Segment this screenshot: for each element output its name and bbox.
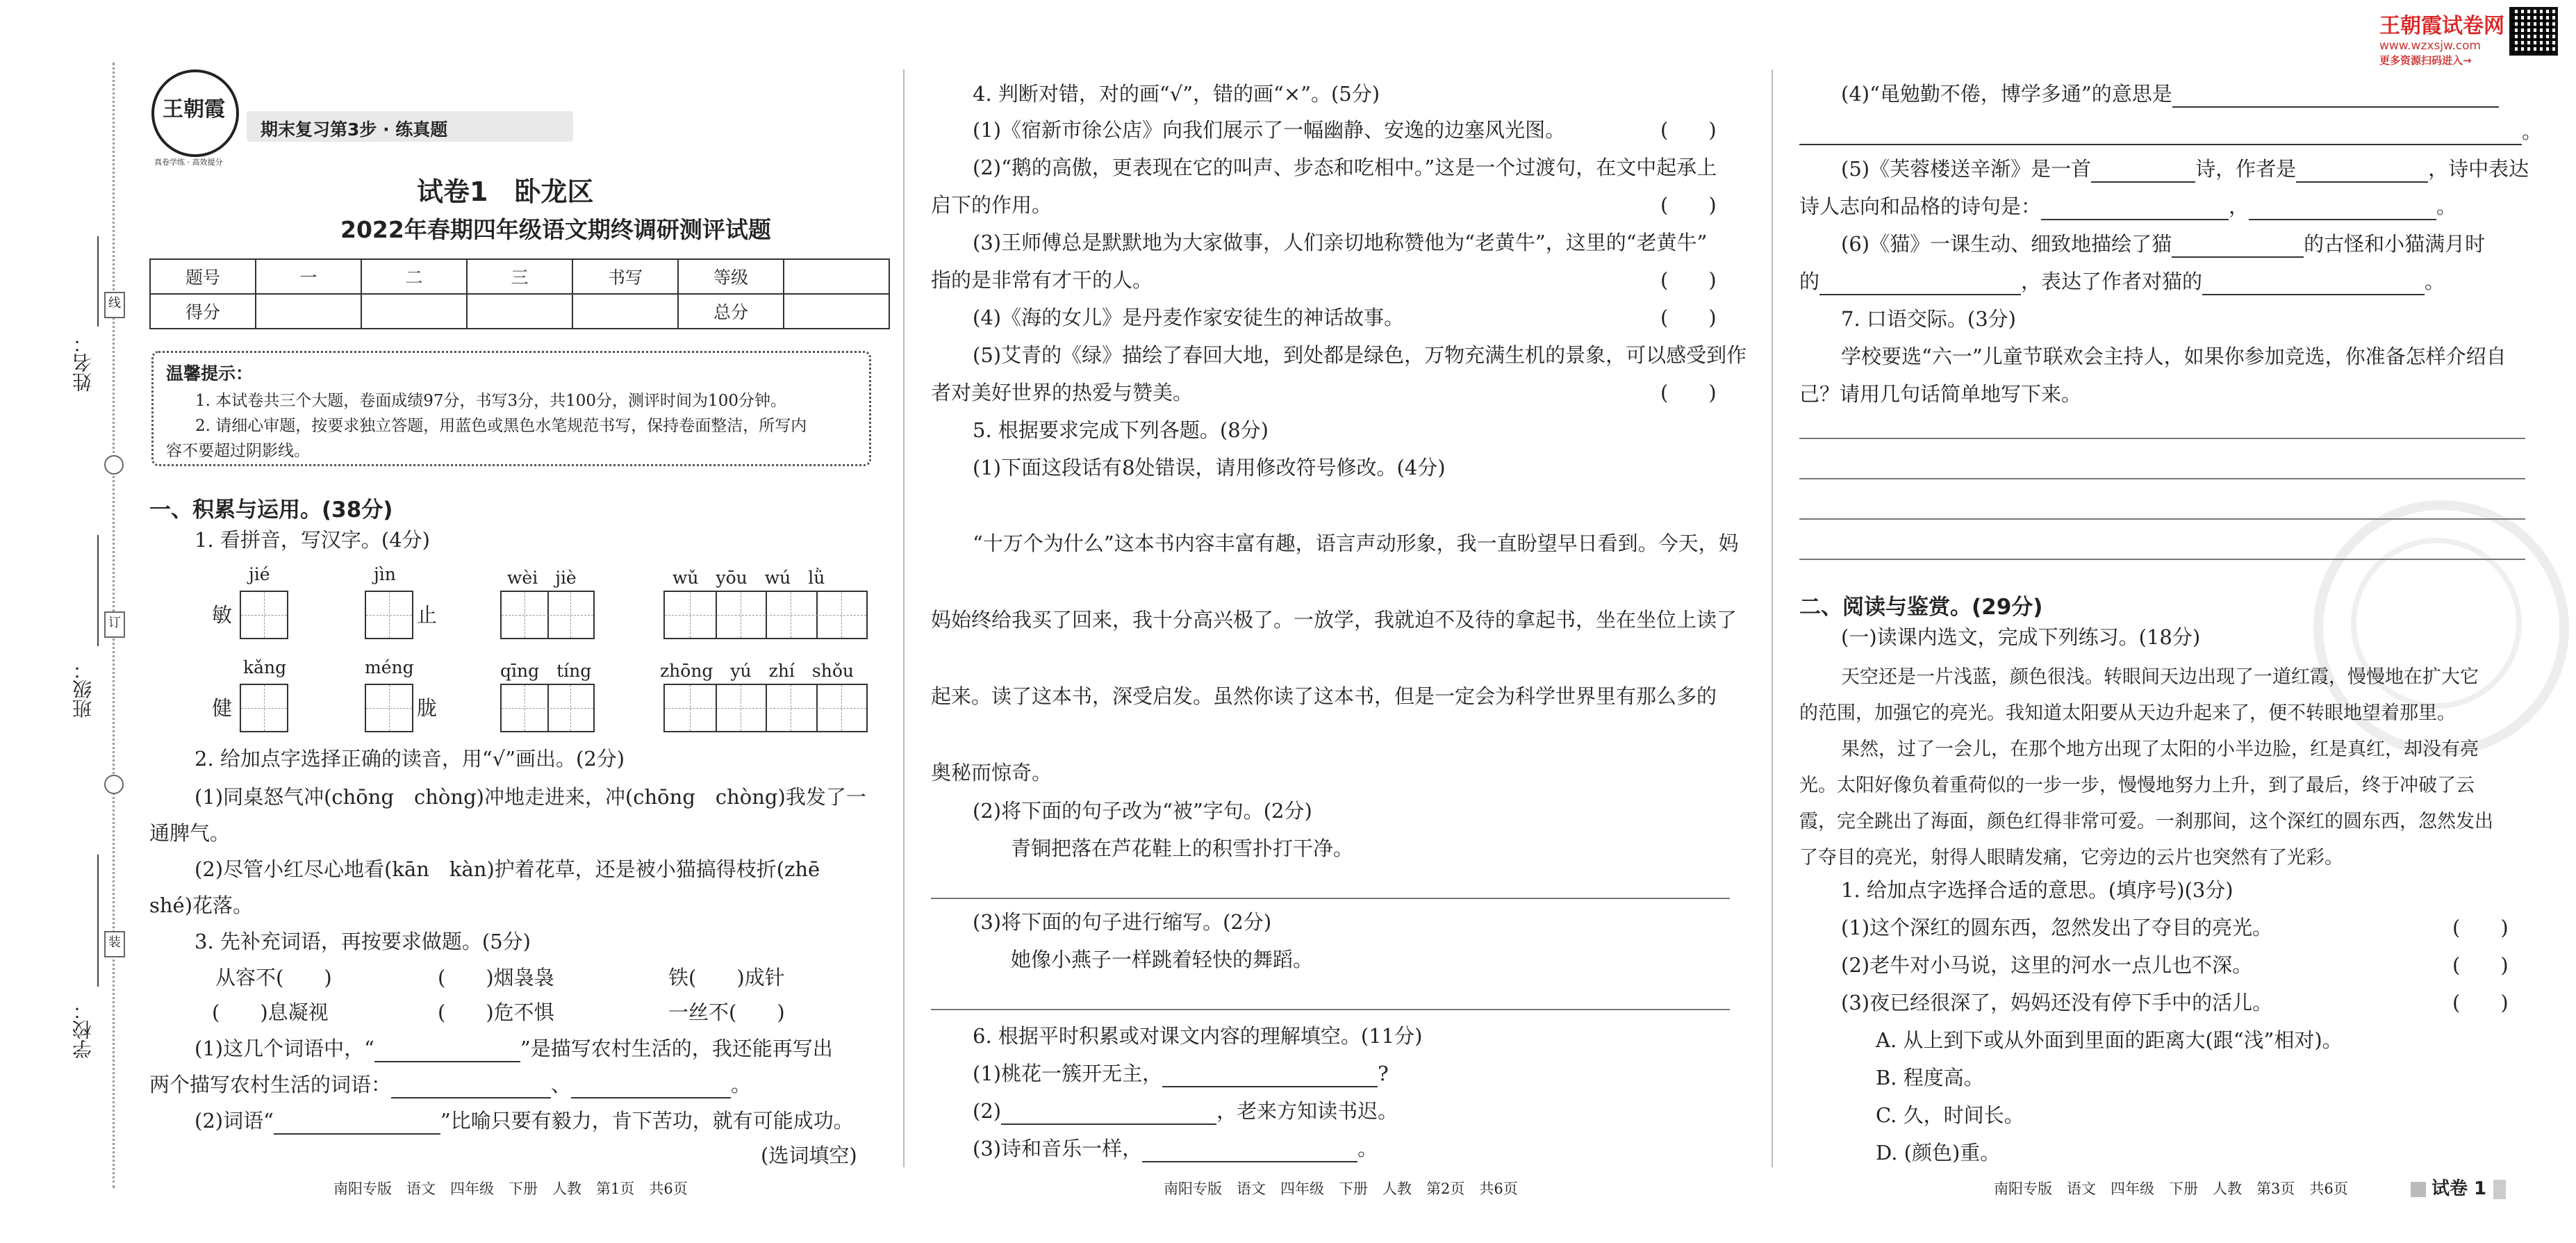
pinyin-label: qīng tíng <box>500 661 592 681</box>
answer-paren[interactable]: ( ) <box>1660 118 1717 142</box>
tab-edge-icon <box>2493 1180 2506 1199</box>
page-footer: 南阳专版 语文 四年级 下册 人教 第2页 共6页 <box>1164 1180 1518 1197</box>
step-banner <box>247 111 573 142</box>
score-cell[interactable] <box>784 259 889 294</box>
option-text: C. 久，时间长。 <box>1876 1103 2024 1127</box>
question-text: 诗人志向和品格的诗句是： <box>1799 195 2042 218</box>
tips-box <box>151 351 871 466</box>
question-text: (2)老牛对小马说，这里的河水一点儿也不深。 <box>1841 953 2253 977</box>
tips-line: 2. 请细心审题，按要求独立答题，用蓝色或黑色水笔规范书写，保持卷面整洁，所写内 <box>195 417 807 435</box>
question-text: (5)艾青的《绿》描绘了春回大地，到处都是绿色，万物充满生机的景象，可以感受到作 <box>973 343 1747 367</box>
passage-text: “十万个为什么”这本书内容丰富有趣，语言声动形象，我一直盼望早日看到。今天，妈 <box>973 532 1739 555</box>
logo-slogan: 真卷学练 · 高效提分 <box>154 158 223 167</box>
question-text: (5)《芙蓉楼送辛渐》是一首 <box>1841 157 2092 181</box>
answer-blank[interactable] <box>2249 195 2436 220</box>
question-text <box>1841 157 2529 183</box>
question-text: ，诗中表达 <box>2428 157 2529 181</box>
question-text: ，表达了作者对猫的 <box>2021 270 2203 293</box>
tips-line: 1. 本试卷共三个大题，卷面成绩97分，书写3分，共100分，测评时间为100分钟。 <box>195 392 786 410</box>
question-text: (3)诗和音乐一样， <box>973 1137 1143 1160</box>
binding-hole <box>104 775 124 794</box>
question-text: (4)《海的女儿》是丹麦作家安徒生的神话故事。 <box>973 306 1405 329</box>
question-text: (3)将下面的句子进行缩写。(2分) <box>973 910 1272 934</box>
name-blank <box>97 236 99 327</box>
question-text <box>149 1073 751 1098</box>
answer-paren[interactable]: ( ) <box>2452 991 2509 1014</box>
passage-text: 霞，完全跳出了海面，颜色红得非常可爱。一刹那间，这个深红的圆东西，忽然发出 <box>1799 811 2493 832</box>
writing-box[interactable] <box>240 684 288 732</box>
question-text: 2. 给加点字选择正确的读音，用“√”画出。(2分) <box>195 747 625 771</box>
brand-logo: 王朝霞 <box>151 69 239 157</box>
question-text <box>973 1062 1389 1087</box>
given-char: 止 <box>417 603 438 627</box>
pinyin-label: méng <box>365 657 414 677</box>
answer-blank[interactable] <box>274 1109 440 1135</box>
question-text: (一)读课内选文，完成下列练习。(18分) <box>1841 625 2201 649</box>
question-text <box>973 1137 1378 1162</box>
question-text <box>1799 195 2457 220</box>
idiom-blank[interactable]: ( )息凝视 <box>212 1001 329 1024</box>
score-cell: 得分 <box>150 294 256 329</box>
score-cell[interactable] <box>361 294 467 329</box>
passage-text: 果然，过了一会儿，在那个地方出现了太阳的小半边脸，红是真红，却没有亮 <box>1841 739 2479 760</box>
answer-line[interactable] <box>931 898 1730 899</box>
question-text: (4)“黾勉勤不倦，博学多通”的意思是 <box>1841 82 2172 106</box>
question-text: 。 <box>1357 1137 1378 1160</box>
tips-line: 容不要超过阴影线。 <box>166 442 310 460</box>
question-text: 1. 看拼音，写汉字。(4分) <box>195 528 430 552</box>
writing-box[interactable] <box>365 591 413 639</box>
question-text: 。 <box>2425 270 2445 293</box>
passage-text: 的范围，加强它的亮光。我知道太阳要从天边升起来了，便不转眼地望着那里。 <box>1799 702 2456 724</box>
answer-blank[interactable] <box>391 1073 551 1098</box>
question-text: 3. 先补充词语，再按要求做题。(5分) <box>195 930 531 953</box>
question-text: ”是描写农村生活的，我还能再写出 <box>520 1037 833 1060</box>
writing-box[interactable] <box>240 591 288 639</box>
idiom-blank[interactable]: ( )烟袅袅 <box>438 966 554 989</box>
score-cell: 一 <box>256 259 361 294</box>
option-text: B. 程度高。 <box>1876 1066 1984 1089</box>
answer-line[interactable] <box>931 1009 1730 1010</box>
score-cell: 三 <box>467 259 572 294</box>
passage-text: 起来。读了这本书，深受启发。虽然你读了这本书，但是一定会为科学世界里有那么多的 <box>931 684 1717 708</box>
passage-text: 天空还是一片浅蓝，颜色很浅。转眼间天边出现了一道红霞，慢慢地在扩大它 <box>1841 666 2479 688</box>
question-text <box>1799 120 2542 145</box>
question-text: 己？请用几句话简单地写下来。 <box>1799 382 2082 406</box>
question-text: 5. 根据要求完成下列各题。(8分) <box>973 418 1269 442</box>
question-text: 的 <box>1799 270 1820 293</box>
pinyin-label: wǔ yōu wú lǜ <box>672 568 825 588</box>
answer-line[interactable] <box>1799 518 2525 520</box>
answer-blank[interactable] <box>1799 120 2522 145</box>
answer-line[interactable] <box>1799 438 2525 439</box>
section-title: 二、阅读与鉴赏。(29分) <box>1799 595 2043 620</box>
score-cell: 总分 <box>678 294 784 329</box>
question-text: 。 <box>2522 120 2543 143</box>
question-text <box>1841 232 2485 258</box>
score-cell[interactable] <box>467 294 572 329</box>
site-logo: 王朝霞试卷网 www.wzxsjw.com 更多资源扫码进入→ <box>2379 14 2504 67</box>
score-cell[interactable] <box>784 294 889 329</box>
score-cell[interactable] <box>256 294 361 329</box>
option-text: D. (颜色)重。 <box>1876 1141 2001 1164</box>
answer-blank[interactable] <box>1819 270 2021 295</box>
question-text: (2)将下面的句子改为“被”字句。(2分) <box>973 799 1312 823</box>
question-text: 诗，作者是 <box>2195 157 2297 181</box>
question-text: (6)《猫》一课生动、细致地描绘了猫 <box>1841 232 2172 256</box>
writing-box[interactable] <box>663 684 868 732</box>
question-text: 的古怪和小猫满月时 <box>2304 232 2486 256</box>
writing-box[interactable] <box>500 591 595 639</box>
question-text: (1)这个深红的圆东西，忽然发出了夺目的亮光。 <box>1841 916 2273 939</box>
pinyin-label: kǎng <box>243 657 287 677</box>
score-cell: 题号 <box>150 259 256 294</box>
question-text: (1)下面这段话有8处错误，请用修改符号修改。(4分) <box>973 456 1446 479</box>
score-cell[interactable] <box>572 294 678 329</box>
answer-blank[interactable] <box>2091 157 2195 183</box>
question-text: (1)《宿新市徐公店》向我们展示了一幅幽静、安逸的边塞风光图。 <box>973 118 1566 142</box>
score-table <box>149 258 890 329</box>
score-cell: 书写 <box>572 259 678 294</box>
question-text: 1. 给加点字选择合适的意思。(填序号)(3分) <box>1841 878 2234 902</box>
answer-blank[interactable] <box>2296 157 2428 183</box>
pinyin-label: jié <box>249 564 270 584</box>
step-label: 期末复习第3步 · 练真题 <box>261 120 448 140</box>
question-text: ， <box>2229 195 2249 218</box>
seal-mark-line: 线 <box>104 292 125 318</box>
writing-box[interactable] <box>365 684 413 732</box>
pinyin-label: jìn <box>374 564 396 584</box>
question-text: (3)王师傅总是默默地为大家做事，人们亲切地称赞他为“老黄牛”，这里的“老黄牛” <box>973 231 1708 254</box>
question-text: 启下的作用。 <box>931 193 1052 217</box>
question-text: 6. 根据平时积累或对课文内容的理解填空。(11分) <box>973 1024 1423 1048</box>
page-footer: 南阳专版 语文 四年级 下册 人教 第3页 共6页 <box>1994 1180 2348 1197</box>
answer-blank[interactable] <box>2041 195 2229 220</box>
name-label: 姓名： <box>72 334 94 392</box>
question-text: shé)花落。 <box>149 894 254 917</box>
question-text: (1)同桌怒气冲(chōng chòng)冲地走进来，冲(chōng chòng)我发了一 <box>195 785 866 809</box>
class-label: 班级： <box>72 660 94 718</box>
answer-line[interactable] <box>1799 478 2525 479</box>
question-text <box>1841 82 2499 108</box>
question-text: (2) <box>973 1099 1002 1123</box>
pinyin-label: wèi jiè <box>507 568 577 588</box>
section-title: 一、积累与运用。(38分) <box>149 497 393 522</box>
score-cell: 等级 <box>678 259 784 294</box>
idiom-blank[interactable]: ( )危不惧 <box>438 1001 554 1024</box>
exam-subtitle: 2022年春期四年级语文期终调研测评试题 <box>340 216 771 243</box>
question-text: 两个描写农村生活的词语： <box>149 1073 392 1096</box>
question-text <box>1799 270 2445 295</box>
tab-marker-icon <box>2411 1182 2426 1197</box>
question-text: 通脾气。 <box>149 821 231 845</box>
question-text: 者对美好世界的热爱与赞美。 <box>931 381 1194 404</box>
question-text: (3)夜已经很深了，妈妈还没有停下手中的活儿。 <box>1841 991 2273 1014</box>
question-text: 。 <box>731 1073 752 1096</box>
question-text: 7. 口语交际。(3分) <box>1841 307 2016 331</box>
question-text <box>195 1109 854 1135</box>
question-text: ? <box>1378 1062 1389 1085</box>
question-text: 、 <box>551 1073 572 1096</box>
question-text <box>973 1099 1398 1125</box>
answer-paren[interactable]: ( ) <box>1660 306 1717 329</box>
idiom-blank[interactable]: 一丝不( ) <box>668 1001 785 1024</box>
question-text <box>195 1037 833 1062</box>
given-char: 健 <box>212 696 233 720</box>
passage-text: 妈始终给我买了回来，我十分高兴极了。一放学，我就迫不及待的拿起书，坐在坐位上读了 <box>931 608 1737 632</box>
qr-code-icon <box>2509 7 2558 56</box>
question-text: 学校要选“六一”儿童节联欢会主持人，如果你参加竞选，你准备怎样介绍自 <box>1841 345 2507 368</box>
passage-text: 奥秘而惊奇。 <box>931 761 1052 784</box>
score-cell: 二 <box>361 259 467 294</box>
paper-tab-label: 试卷 1 <box>2431 1178 2487 1199</box>
question-text: ，老来方知读书迟。 <box>1216 1099 1398 1123</box>
idiom-blank[interactable]: 从容不( ) <box>215 966 332 989</box>
page-footer: 南阳专版 语文 四年级 下册 人教 第1页 共6页 <box>333 1180 688 1197</box>
answer-paren[interactable]: ( ) <box>2452 953 2509 977</box>
paper-tab <box>2411 1174 2506 1200</box>
question-text: 指的是非常有才干的人。 <box>931 268 1153 292</box>
binding-hole <box>104 455 124 475</box>
school-blank <box>97 855 99 987</box>
question-text: (选词填空) <box>761 1144 857 1167</box>
question-text: ”比喻只要有毅力，肯下苦功，就有可能成功。 <box>440 1109 854 1133</box>
question-text: (1)桃花一簇开无主， <box>973 1062 1163 1085</box>
answer-blank[interactable] <box>2202 270 2425 295</box>
answer-blank[interactable] <box>571 1073 731 1098</box>
given-char: 敏 <box>212 603 233 627</box>
question-text: 青铜把落在芦花鞋上的积雪扑打干净。 <box>1011 837 1354 860</box>
answer-blank[interactable] <box>2172 232 2304 258</box>
option-text: A. 从上到下或从外面到里面的距离大(跟“浅”相对)。 <box>1876 1028 2343 1052</box>
question-text: (2)词语“ <box>195 1109 274 1133</box>
seal-mark-bind: 订 <box>104 611 125 638</box>
column-divider <box>903 69 905 1167</box>
school-label: 学校： <box>72 1001 94 1059</box>
answer-line[interactable] <box>1799 559 2525 560</box>
answer-blank[interactable] <box>1001 1099 1216 1125</box>
pinyin-label: zhōng yú zhí shǒu <box>660 661 854 681</box>
passage-text: 光。太阳好像负着重荷似的一步一步，慢慢地努力上升，到了最后，终于冲破了云 <box>1799 775 2475 796</box>
column-divider <box>1772 69 1773 1167</box>
question-text: (1)这几个词语中，“ <box>195 1037 374 1060</box>
passage-text: 了夺目的亮光，射得人眼睛发痛，它旁边的云片也突然有了光彩。 <box>1799 847 2343 869</box>
answer-paren[interactable]: ( ) <box>1660 268 1717 292</box>
answer-paren[interactable]: ( ) <box>1660 193 1717 217</box>
answer-blank[interactable] <box>1142 1137 1357 1162</box>
writing-box[interactable] <box>500 684 595 732</box>
given-char: 胧 <box>417 696 438 720</box>
answer-paren[interactable]: ( ) <box>2452 916 2509 939</box>
exam-title: 试卷1 卧龙区 <box>417 176 594 207</box>
answer-blank[interactable] <box>1162 1062 1378 1087</box>
question-text: 她像小燕子一样跳着轻快的舞蹈。 <box>1011 948 1314 971</box>
seal-mark-pack: 装 <box>104 931 125 957</box>
answer-blank[interactable] <box>2172 82 2499 108</box>
answer-paren[interactable]: ( ) <box>1660 381 1717 404</box>
question-text: 4. 判断对错，对的画“√”，错的画“×”。(5分) <box>973 82 1380 106</box>
question-text: (2)尽管小红尽心地看(kān kàn)护着花草，还是被小猫搞得枝折(zhē <box>195 857 820 881</box>
class-blank <box>97 535 99 646</box>
question-text: 。 <box>2436 195 2457 218</box>
writing-box[interactable] <box>663 591 868 639</box>
idiom-blank[interactable]: 铁( )成针 <box>668 966 785 989</box>
answer-blank[interactable] <box>374 1037 520 1062</box>
tips-title: 温馨提示： <box>166 363 254 384</box>
question-text: (2)“鹅的高傲，更表现在它的叫声、步态和吃相中。”这是一个过渡句，在文中起承上 <box>973 156 1717 179</box>
